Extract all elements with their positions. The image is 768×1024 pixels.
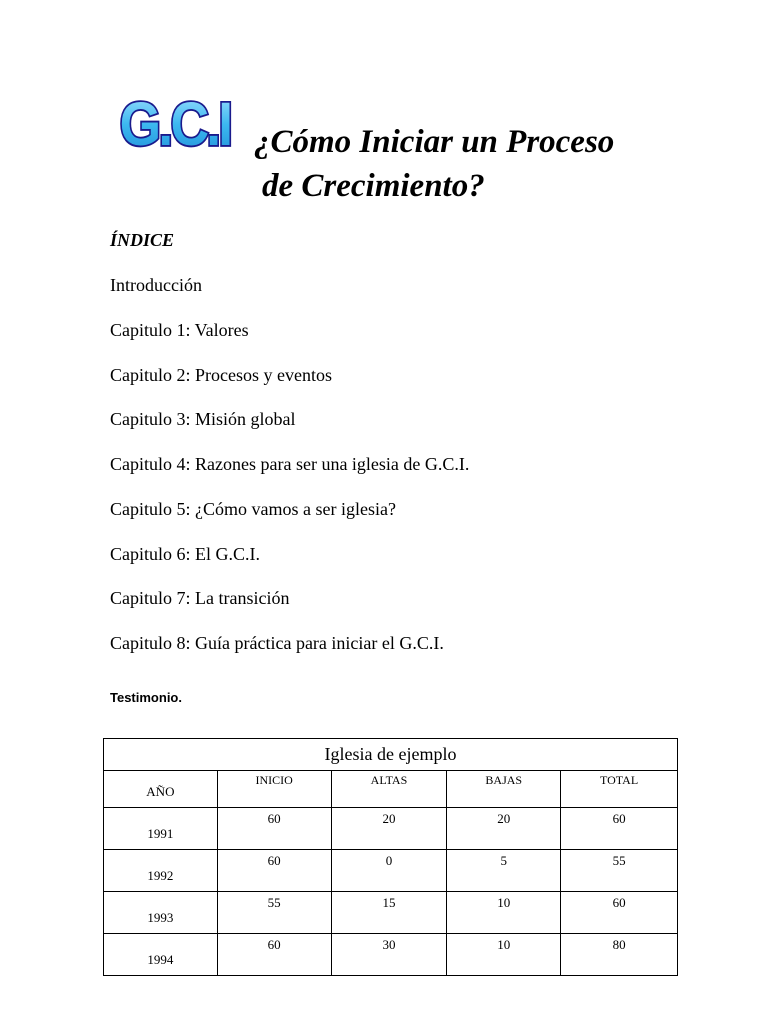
toc-item: Capitulo 6: El G.C.I. [110, 543, 260, 564]
example-church-table [103, 738, 678, 976]
toc-item: Capitulo 8: Guía práctica para iniciar el G.C.I. [110, 633, 444, 653]
table-row [104, 850, 678, 892]
table-caption: Iglesia de ejemplo [104, 739, 678, 771]
cell-altas: 0 [331, 850, 447, 892]
table-row [104, 808, 678, 850]
cell-total: 60 [561, 808, 678, 850]
toc-item: Capitulo 3: Misión global [110, 409, 296, 430]
cell-altas: 15 [331, 892, 447, 934]
header-total: TOTAL [561, 771, 678, 808]
cell-bajas: 10 [447, 934, 561, 976]
cell-inicio: 60 [217, 934, 331, 976]
cell-inicio: 60 [217, 808, 331, 850]
testimonio-heading: Testimonio. [110, 690, 182, 705]
cell-bajas: 5 [447, 850, 561, 892]
cell-year: 1994 [104, 934, 218, 976]
svg-text:G.C.I: G.C.I [119, 90, 231, 156]
toc-item: Introducción [110, 275, 202, 295]
header-inicio: INICIO [217, 771, 331, 808]
table-row [104, 892, 678, 934]
table-header-row [104, 771, 678, 808]
document-title [254, 120, 614, 208]
cell-year: 1991 [104, 808, 218, 850]
cell-year: 1993 [104, 892, 218, 934]
toc-item: Capitulo 4: Razones para ser una iglesia de G.C.I. [110, 454, 470, 474]
cell-altas: 30 [331, 934, 447, 976]
table-of-contents [110, 272, 469, 675]
header-altas: ALTAS [331, 771, 447, 808]
toc-item: Capitulo 7: La transición [110, 588, 290, 609]
header-year: AÑO [104, 771, 218, 808]
cell-bajas: 10 [447, 892, 561, 934]
index-heading: ÍNDICE [110, 230, 175, 250]
cell-total: 60 [561, 892, 678, 934]
cell-total: 80 [561, 934, 678, 976]
table-row [104, 934, 678, 976]
cell-total: 55 [561, 850, 678, 892]
toc-item: Capitulo 2: Procesos y eventos [110, 364, 332, 385]
header-bajas: BAJAS [447, 771, 561, 808]
gci-logo [116, 86, 256, 156]
toc-item: Capitulo 1: Valores [110, 319, 249, 340]
title-line-1: ¿Cómo Iniciar un Proceso [254, 124, 615, 160]
gci-logo-graphic [116, 86, 256, 156]
toc-item: Capitulo 5: ¿Cómo vamos a ser iglesia? [110, 498, 396, 519]
cell-bajas: 20 [447, 808, 561, 850]
cell-altas: 20 [331, 808, 447, 850]
title-line-2: de Crecimiento? [262, 168, 485, 204]
cell-inicio: 60 [217, 850, 331, 892]
cell-year: 1992 [104, 850, 218, 892]
cell-inicio: 55 [217, 892, 331, 934]
